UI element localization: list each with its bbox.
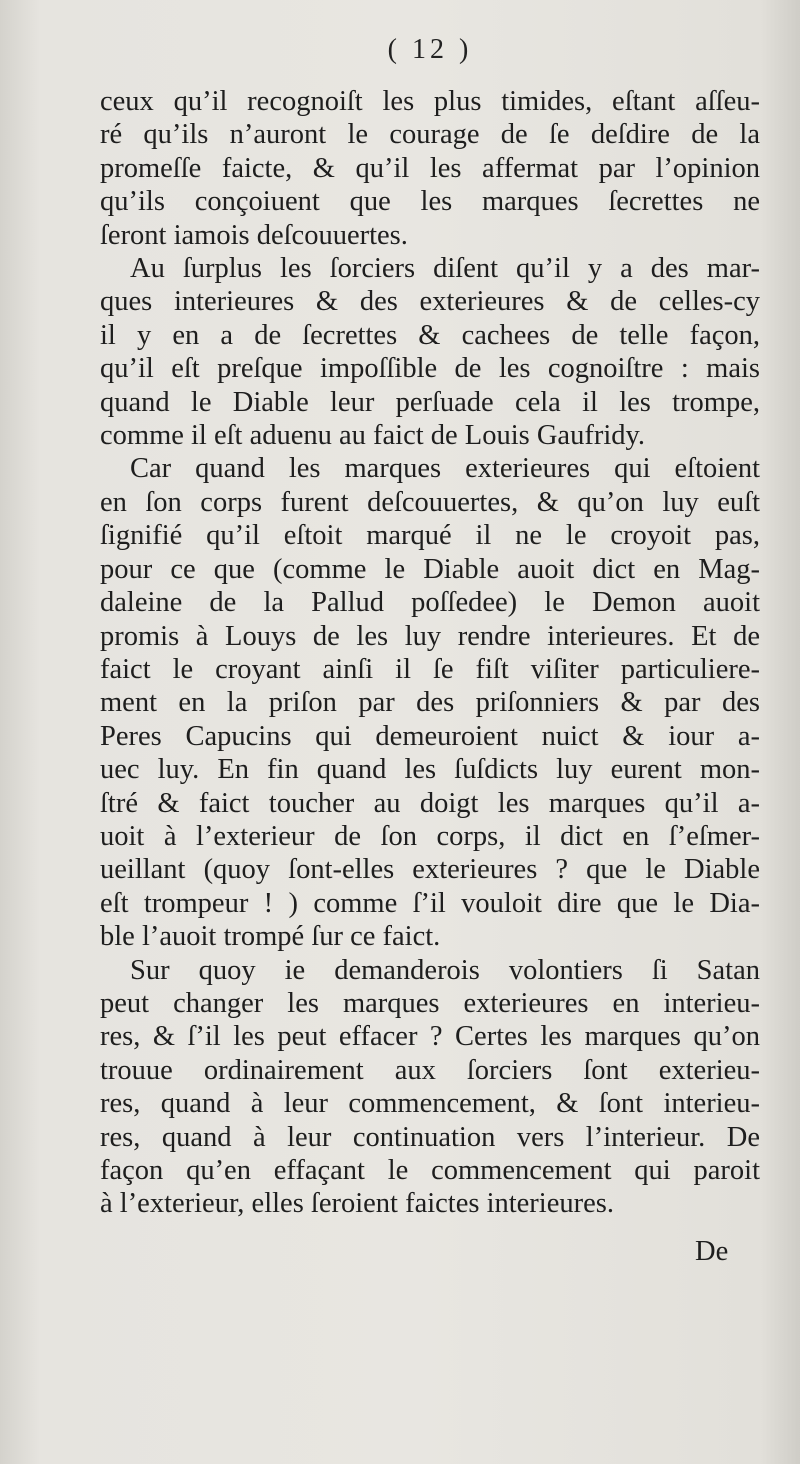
paragraph-1 [100, 85, 760, 252]
text-line: ſignifié qu’il eſtoit marqué il ne le croyoit pas, [100, 520, 760, 552]
text-line: Peres Capucins qui demeuroient nuict & iour a- [100, 720, 760, 752]
text-line: Au ſurplus les ſorciers diſent qu’il y a des mar- [130, 253, 760, 285]
text-line: il y en a de ſecrettes & cachees de telle façon, [100, 319, 760, 351]
text-line: res, quand à leur commencement, & ſont interieu- [100, 1088, 760, 1120]
text-line: promeſſe faicte, & qu’il les affermat par l’opinion [100, 152, 760, 184]
text-line: quand le Diable leur perſuade cela il les trompe, [100, 386, 760, 418]
body-text [100, 85, 760, 1221]
page-number: ( 12 ) [387, 34, 473, 65]
paragraph-2 [100, 252, 760, 452]
text-line: ble l’auoit trompé ſur ce faict. [100, 921, 441, 953]
text-line: ſeront iamois deſcouuertes. [100, 219, 408, 251]
text-line: ceux qu’il recognoiſt les plus timides, eſtant aſſeu- [100, 86, 760, 117]
text-line: à l’exterieur, elles ſeroient faictes interieures. [100, 1188, 614, 1220]
text-line: ques interieures & des exterieures & de celles-cy [100, 286, 760, 318]
text-line: ré qu’ils n’auront le courage de ſe deſdire de la [100, 119, 760, 151]
text-line: façon qu’en effaçant le commencement qui paroit [100, 1155, 760, 1186]
text-line: eſt trompeur ! ) comme ſ’il vouloit dire que le Dia- [100, 887, 760, 919]
text-line: Sur quoy ie demanderois volontiers ſi Satan [130, 954, 760, 986]
text-line: trouue ordinairement aux ſorciers ſont exterieu- [100, 1054, 760, 1086]
text-line: en ſon corps furent deſcouuertes, & qu’on luy euſt [100, 486, 760, 518]
text-line: res, quand à leur continuation vers l’interieur. De [100, 1121, 760, 1153]
text-line: promis à Louys de les luy rendre interieures. Et de [100, 620, 760, 652]
paragraph-4 [100, 954, 760, 1221]
text-line: faict le croyant ainſi il ſe fiſt viſiter particuliere- [100, 653, 760, 685]
text-line: pour ce que (comme le Diable auoit dict en Mag- [100, 553, 760, 585]
text-line: qu’il eſt preſque impoſſible de les cognoiſtre : mais [100, 353, 760, 385]
text-line: uoit à l’exterieur de ſon corps, il dict en ſ’eſmer- [100, 820, 760, 852]
text-line: uec luy. En fin quand les ſuſdicts luy eurent mon- [100, 754, 760, 786]
paragraph-3 [100, 452, 760, 953]
text-line: ſtré & faict toucher au doigt les marques qu’il a- [100, 787, 760, 819]
text-line: ment en la priſon par des priſonniers & par des [100, 687, 760, 719]
text-line: Car quand les marques exterieures qui eſtoient [130, 453, 760, 485]
catchword: De [695, 1236, 729, 1267]
text-line: comme il eſt aduenu au faict de Louis Gaufridy. [100, 420, 646, 452]
text-line: qu’ils conçoiuent que les marques ſecrettes ne [100, 186, 760, 218]
text-line: daleine de la Pallud poſſedee) le Demon auoit [100, 587, 760, 619]
text-line: res, & ſ’il les peut effacer ? Certes les marques qu’on [100, 1021, 760, 1053]
text-line: ueillant (quoy ſont-elles exterieures ? que le Diable [100, 854, 760, 886]
text-line: peut changer les marques exterieures en interieu- [100, 987, 760, 1019]
